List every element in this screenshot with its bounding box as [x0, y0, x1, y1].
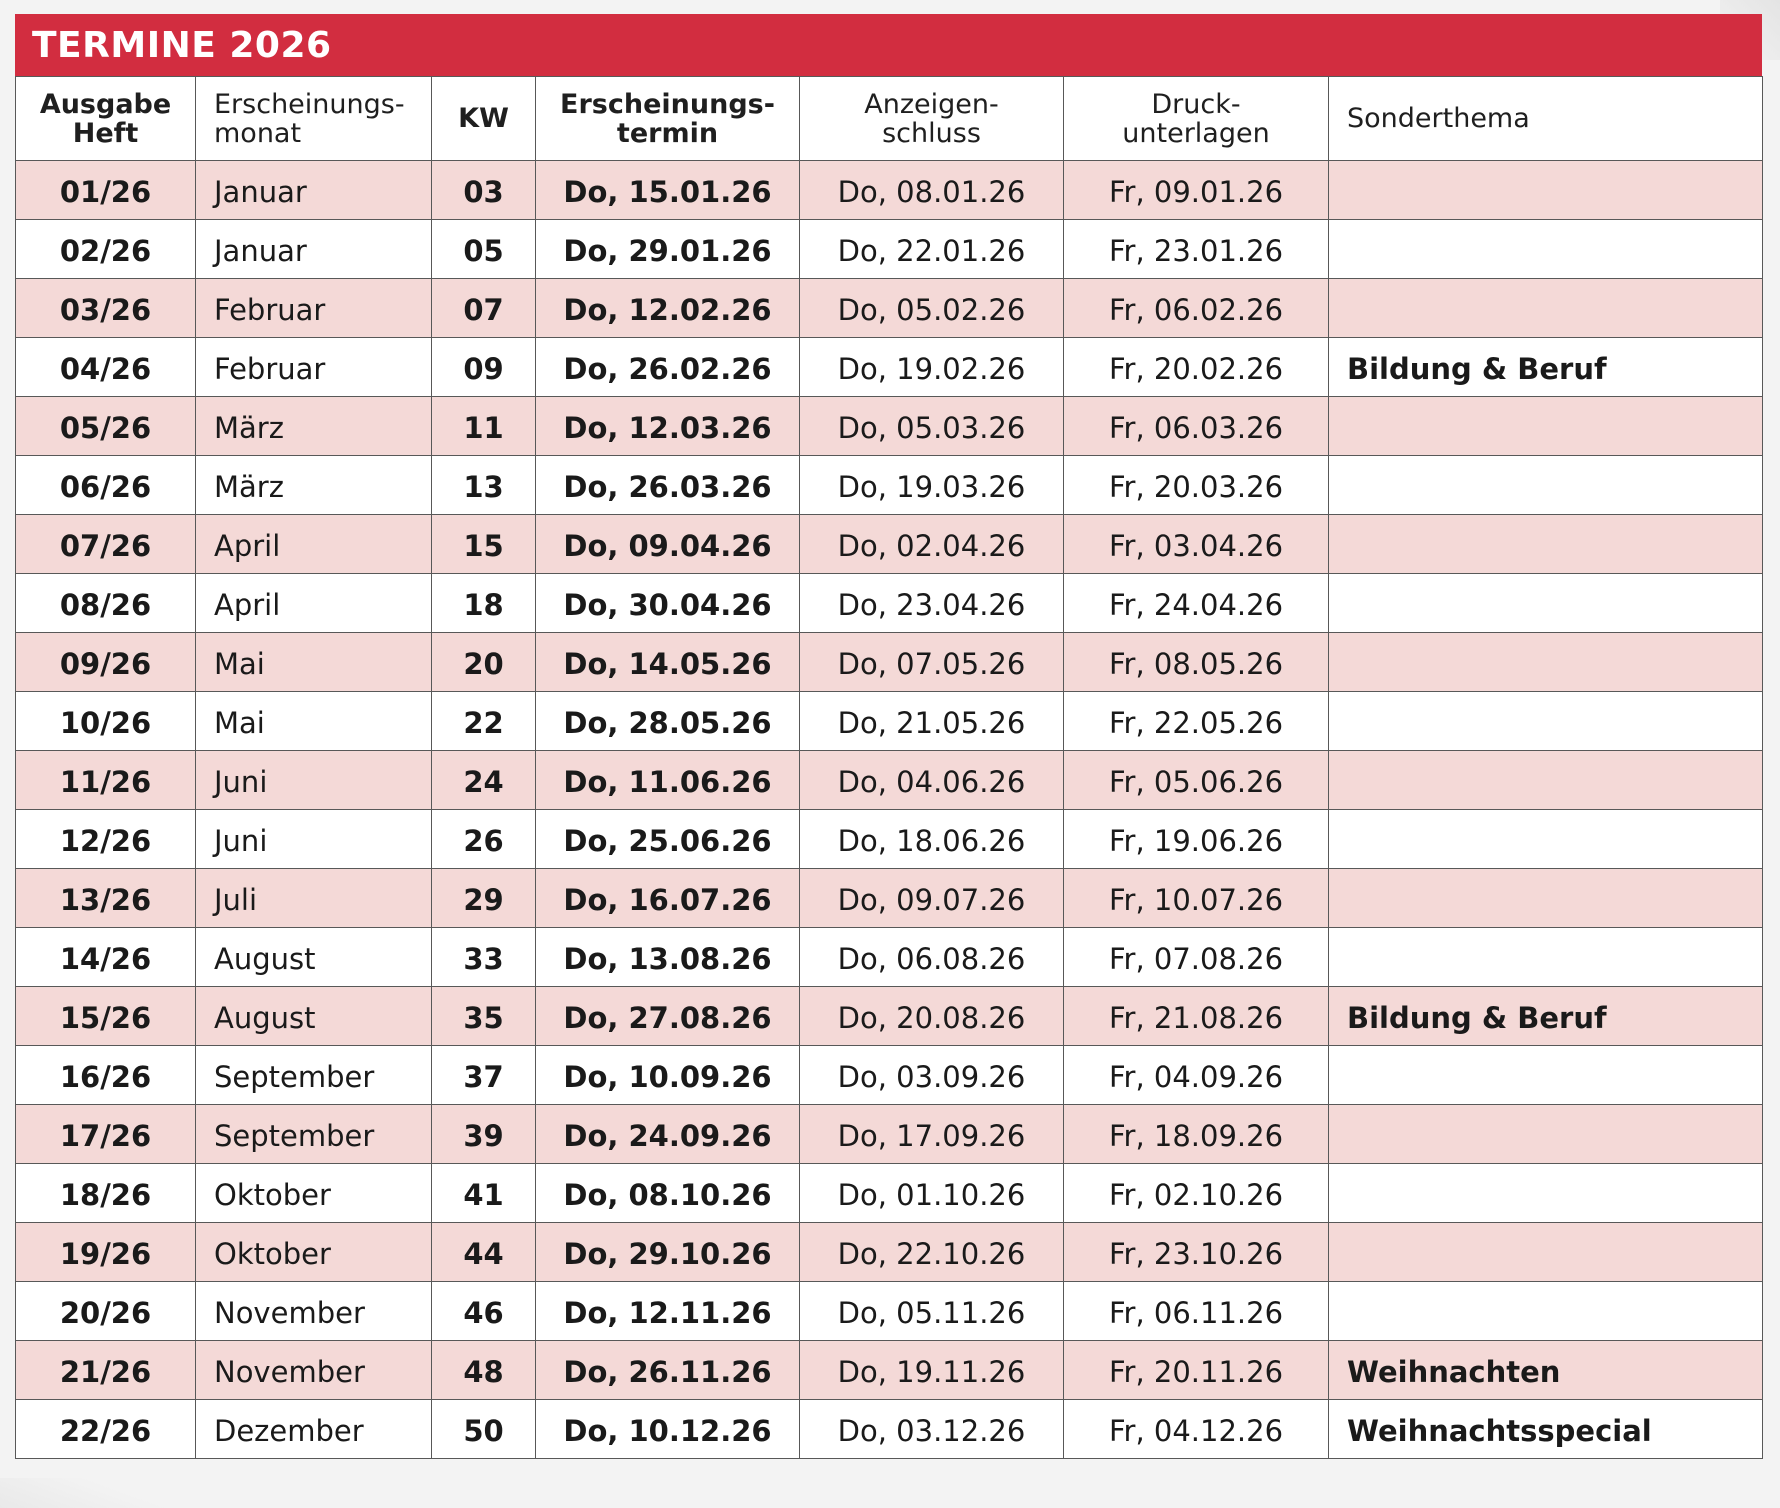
cell-kw: 07: [432, 279, 536, 338]
table-body: [16, 161, 1763, 1459]
cell-monat: Juni: [196, 810, 432, 869]
cell-anzeigen: Do, 18.06.26: [800, 810, 1064, 869]
cell-kw: 37: [432, 1046, 536, 1105]
cell-druck: Fr, 20.03.26: [1064, 456, 1329, 515]
cell-druck: Fr, 04.12.26: [1064, 1400, 1329, 1459]
cell-termin: Do, 30.04.26: [536, 574, 800, 633]
table-row: [16, 338, 1763, 397]
cell-druck: Fr, 05.06.26: [1064, 751, 1329, 810]
cell-anzeigen: Do, 04.06.26: [800, 751, 1064, 810]
cell-termin: Do, 10.12.26: [536, 1400, 800, 1459]
cell-monat: November: [196, 1282, 432, 1341]
cell-termin: Do, 11.06.26: [536, 751, 800, 810]
cell-kw: 24: [432, 751, 536, 810]
cell-termin: Do, 26.03.26: [536, 456, 800, 515]
table-row: [16, 751, 1763, 810]
cell-termin: Do, 16.07.26: [536, 869, 800, 928]
cell-kw: 46: [432, 1282, 536, 1341]
cell-kw: 50: [432, 1400, 536, 1459]
cell-termin: Do, 12.03.26: [536, 397, 800, 456]
cell-monat: Oktober: [196, 1164, 432, 1223]
cell-termin: Do, 08.10.26: [536, 1164, 800, 1223]
cell-monat: Dezember: [196, 1400, 432, 1459]
cell-kw: 05: [432, 220, 536, 279]
cell-monat: September: [196, 1046, 432, 1105]
cell-termin: Do, 10.09.26: [536, 1046, 800, 1105]
cell-sonderthema: [1329, 397, 1763, 456]
table-row: [16, 515, 1763, 574]
cell-kw: 35: [432, 987, 536, 1046]
header-druck: [1064, 77, 1329, 161]
cell-anzeigen: Do, 21.05.26: [800, 692, 1064, 751]
cell-ausgabe: 07/26: [16, 515, 196, 574]
cell-ausgabe: 13/26: [16, 869, 196, 928]
header-druck-line1: Druck-: [1151, 88, 1241, 120]
cell-anzeigen: Do, 09.07.26: [800, 869, 1064, 928]
table-row: [16, 1105, 1763, 1164]
cell-anzeigen: Do, 19.02.26: [800, 338, 1064, 397]
cell-sonderthema: [1329, 1282, 1763, 1341]
cell-monat: November: [196, 1341, 432, 1400]
cell-kw: 18: [432, 574, 536, 633]
cell-druck: Fr, 06.02.26: [1064, 279, 1329, 338]
cell-anzeigen: Do, 19.03.26: [800, 456, 1064, 515]
header-druck-line2: unterlagen: [1122, 117, 1270, 149]
cell-termin: Do, 12.11.26: [536, 1282, 800, 1341]
table-row: [16, 987, 1763, 1046]
table-row: [16, 279, 1763, 338]
cell-anzeigen: Do, 05.02.26: [800, 279, 1064, 338]
cell-anzeigen: Do, 05.03.26: [800, 397, 1064, 456]
cell-sonderthema: Weihnachten: [1329, 1341, 1763, 1400]
page-title: TERMINE 2026: [32, 24, 332, 66]
table-row: [16, 633, 1763, 692]
header-termin-line2: termin: [616, 117, 719, 149]
header-sonder: [1329, 77, 1763, 161]
cell-ausgabe: 02/26: [16, 220, 196, 279]
cell-anzeigen: Do, 17.09.26: [800, 1105, 1064, 1164]
cell-ausgabe: 04/26: [16, 338, 196, 397]
cell-druck: Fr, 22.05.26: [1064, 692, 1329, 751]
cell-termin: Do, 15.01.26: [536, 161, 800, 220]
schedule-panel: [15, 14, 1762, 1459]
cell-druck: Fr, 20.11.26: [1064, 1341, 1329, 1400]
cell-sonderthema: [1329, 810, 1763, 869]
cell-ausgabe: 05/26: [16, 397, 196, 456]
cell-ausgabe: 16/26: [16, 1046, 196, 1105]
header-anzeigen: [800, 77, 1064, 161]
cell-druck: Fr, 06.03.26: [1064, 397, 1329, 456]
cell-monat: Juli: [196, 869, 432, 928]
cell-anzeigen: Do, 03.09.26: [800, 1046, 1064, 1105]
cell-ausgabe: 03/26: [16, 279, 196, 338]
cell-ausgabe: 18/26: [16, 1164, 196, 1223]
cell-druck: Fr, 06.11.26: [1064, 1282, 1329, 1341]
table-row: [16, 928, 1763, 987]
cell-termin: Do, 29.10.26: [536, 1223, 800, 1282]
table-row: [16, 456, 1763, 515]
cell-ausgabe: 21/26: [16, 1341, 196, 1400]
cell-anzeigen: Do, 06.08.26: [800, 928, 1064, 987]
cell-kw: 26: [432, 810, 536, 869]
cell-druck: Fr, 07.08.26: [1064, 928, 1329, 987]
cell-sonderthema: [1329, 1223, 1763, 1282]
table-row: [16, 1046, 1763, 1105]
cell-termin: Do, 28.05.26: [536, 692, 800, 751]
cell-druck: Fr, 20.02.26: [1064, 338, 1329, 397]
cell-kw: 20: [432, 633, 536, 692]
cell-ausgabe: 19/26: [16, 1223, 196, 1282]
table-row: [16, 869, 1763, 928]
cell-termin: Do, 12.02.26: [536, 279, 800, 338]
table-row: [16, 574, 1763, 633]
cell-monat: August: [196, 928, 432, 987]
cell-druck: Fr, 10.07.26: [1064, 869, 1329, 928]
cell-sonderthema: [1329, 692, 1763, 751]
cell-druck: Fr, 23.01.26: [1064, 220, 1329, 279]
cell-druck: Fr, 24.04.26: [1064, 574, 1329, 633]
header-monat-line1: Erscheinungs-: [214, 88, 405, 120]
table-row: [16, 692, 1763, 751]
cell-anzeigen: Do, 23.04.26: [800, 574, 1064, 633]
cell-ausgabe: 14/26: [16, 928, 196, 987]
cell-termin: Do, 24.09.26: [536, 1105, 800, 1164]
cell-ausgabe: 20/26: [16, 1282, 196, 1341]
table-row: [16, 1164, 1763, 1223]
table-row: [16, 1400, 1763, 1459]
cell-kw: 48: [432, 1341, 536, 1400]
cell-ausgabe: 15/26: [16, 987, 196, 1046]
header-kw-label: KW: [458, 103, 509, 134]
cell-anzeigen: Do, 19.11.26: [800, 1341, 1064, 1400]
cell-ausgabe: 12/26: [16, 810, 196, 869]
cell-ausgabe: 17/26: [16, 1105, 196, 1164]
cell-anzeigen: Do, 08.01.26: [800, 161, 1064, 220]
title-bar: [15, 14, 1762, 76]
cell-sonderthema: [1329, 1046, 1763, 1105]
cell-sonderthema: [1329, 574, 1763, 633]
cell-kw: 09: [432, 338, 536, 397]
cell-kw: 39: [432, 1105, 536, 1164]
cell-anzeigen: Do, 03.12.26: [800, 1400, 1064, 1459]
table-row: [16, 220, 1763, 279]
cell-druck: Fr, 04.09.26: [1064, 1046, 1329, 1105]
cell-termin: Do, 26.11.26: [536, 1341, 800, 1400]
cell-monat: April: [196, 574, 432, 633]
cell-anzeigen: Do, 07.05.26: [800, 633, 1064, 692]
cell-anzeigen: Do, 20.08.26: [800, 987, 1064, 1046]
table-row: [16, 397, 1763, 456]
header-monat-line2: monat: [214, 117, 302, 149]
cell-termin: Do, 14.05.26: [536, 633, 800, 692]
cell-druck: Fr, 23.10.26: [1064, 1223, 1329, 1282]
cell-druck: Fr, 18.09.26: [1064, 1105, 1329, 1164]
table-row: [16, 161, 1763, 220]
cell-ausgabe: 11/26: [16, 751, 196, 810]
cell-monat: Oktober: [196, 1223, 432, 1282]
cell-monat: Juni: [196, 751, 432, 810]
cell-anzeigen: Do, 01.10.26: [800, 1164, 1064, 1223]
cell-monat: Februar: [196, 338, 432, 397]
cell-kw: 03: [432, 161, 536, 220]
cell-termin: Do, 13.08.26: [536, 928, 800, 987]
header-ausgabe: [16, 77, 196, 161]
cell-sonderthema: [1329, 928, 1763, 987]
cell-kw: 13: [432, 456, 536, 515]
cell-monat: Januar: [196, 220, 432, 279]
cell-termin: Do, 27.08.26: [536, 987, 800, 1046]
header-ausgabe-line1: Ausgabe: [39, 88, 172, 120]
cell-druck: Fr, 19.06.26: [1064, 810, 1329, 869]
cell-ausgabe: 22/26: [16, 1400, 196, 1459]
table-row: [16, 810, 1763, 869]
cell-monat: Mai: [196, 633, 432, 692]
cell-monat: Februar: [196, 279, 432, 338]
cell-monat: März: [196, 456, 432, 515]
cell-anzeigen: Do, 05.11.26: [800, 1282, 1064, 1341]
table-row: [16, 1223, 1763, 1282]
header-anzeigen-line1: Anzeigen-: [864, 88, 999, 120]
cell-druck: Fr, 02.10.26: [1064, 1164, 1329, 1223]
cell-ausgabe: 09/26: [16, 633, 196, 692]
header-anzeigen-line2: schluss: [882, 117, 981, 149]
header-kw: [432, 77, 536, 161]
header-sonder-label: Sonderthema: [1347, 103, 1530, 134]
cell-sonderthema: [1329, 1164, 1763, 1223]
table-row: [16, 1282, 1763, 1341]
header-termin: [536, 77, 800, 161]
cell-druck: Fr, 09.01.26: [1064, 161, 1329, 220]
cell-kw: 33: [432, 928, 536, 987]
cell-monat: März: [196, 397, 432, 456]
header-monat: [196, 77, 432, 161]
cell-ausgabe: 10/26: [16, 692, 196, 751]
cell-druck: Fr, 03.04.26: [1064, 515, 1329, 574]
cell-sonderthema: [1329, 1105, 1763, 1164]
cell-kw: 22: [432, 692, 536, 751]
header-termin-line1: Erscheinungs-: [560, 88, 775, 120]
cell-kw: 44: [432, 1223, 536, 1282]
cell-anzeigen: Do, 22.10.26: [800, 1223, 1064, 1282]
cell-monat: September: [196, 1105, 432, 1164]
header-row: [16, 77, 1763, 161]
header-ausgabe-line2: Heft: [72, 117, 139, 149]
cell-sonderthema: [1329, 869, 1763, 928]
cell-termin: Do, 25.06.26: [536, 810, 800, 869]
cell-ausgabe: 06/26: [16, 456, 196, 515]
cell-sonderthema: Weihnachtsspecial: [1329, 1400, 1763, 1459]
cell-kw: 11: [432, 397, 536, 456]
cell-sonderthema: [1329, 515, 1763, 574]
cell-monat: August: [196, 987, 432, 1046]
cell-ausgabe: 01/26: [16, 161, 196, 220]
cell-monat: Mai: [196, 692, 432, 751]
page-corner-shadow: [0, 1478, 200, 1508]
cell-druck: Fr, 21.08.26: [1064, 987, 1329, 1046]
cell-ausgabe: 08/26: [16, 574, 196, 633]
cell-kw: 29: [432, 869, 536, 928]
cell-monat: April: [196, 515, 432, 574]
cell-kw: 41: [432, 1164, 536, 1223]
cell-sonderthema: [1329, 161, 1763, 220]
cell-termin: Do, 26.02.26: [536, 338, 800, 397]
schedule-table: [15, 76, 1763, 1459]
cell-sonderthema: Bildung & Beruf: [1329, 338, 1763, 397]
cell-monat: Januar: [196, 161, 432, 220]
cell-kw: 15: [432, 515, 536, 574]
cell-sonderthema: [1329, 279, 1763, 338]
cell-druck: Fr, 08.05.26: [1064, 633, 1329, 692]
cell-sonderthema: [1329, 220, 1763, 279]
cell-termin: Do, 09.04.26: [536, 515, 800, 574]
cell-sonderthema: [1329, 633, 1763, 692]
cell-sonderthema: [1329, 456, 1763, 515]
cell-anzeigen: Do, 22.01.26: [800, 220, 1064, 279]
cell-sonderthema: Bildung & Beruf: [1329, 987, 1763, 1046]
cell-sonderthema: [1329, 751, 1763, 810]
cell-anzeigen: Do, 02.04.26: [800, 515, 1064, 574]
table-row: [16, 1341, 1763, 1400]
cell-termin: Do, 29.01.26: [536, 220, 800, 279]
